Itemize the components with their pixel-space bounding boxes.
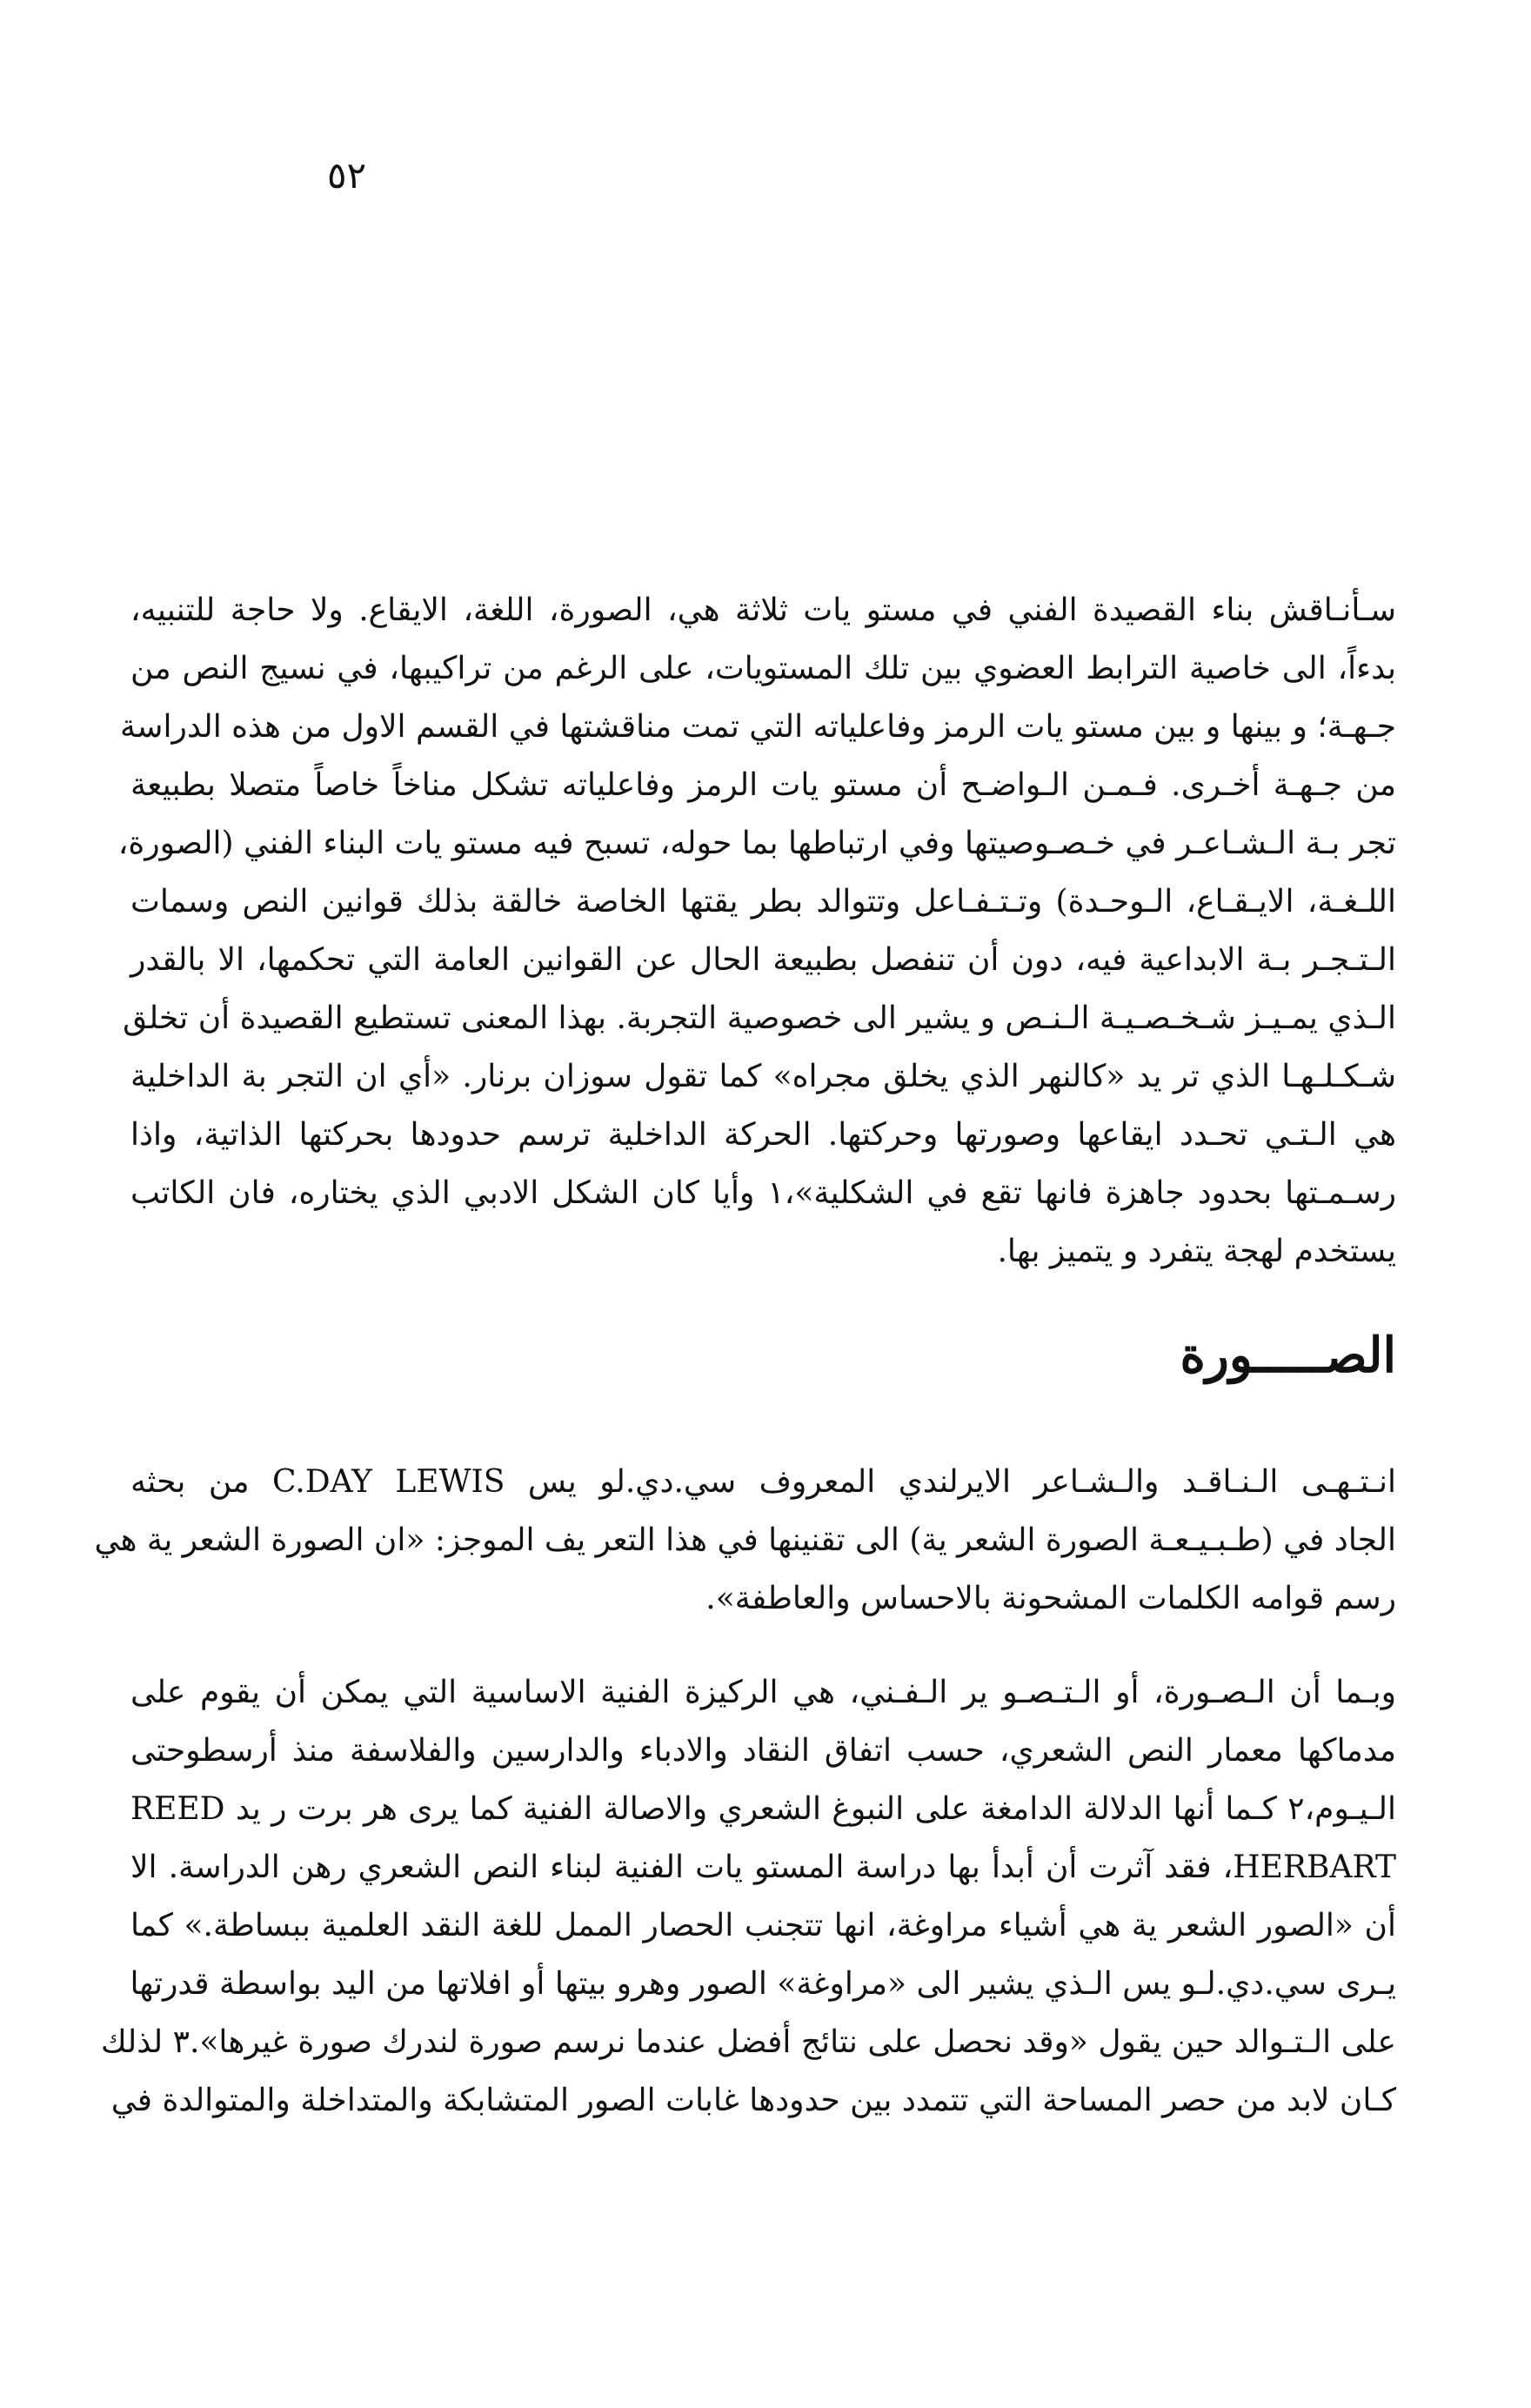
text-line: اللـغـة، الايـقـاع، الـوحـدة) وتـتـفـاعل وتتوالد بطر يقتها الخاصة خالقة بذلك قوانين النص وسمات — [130, 884, 1396, 920]
text-line: على الـتـوالد حين يقول «وقد نحصل على نتائج أفضل عندما نرسم صورة لندرك صورة غيرها».٣ لذلك — [100, 2024, 1396, 2060]
section-paragraph-2 — [100, 1663, 1396, 2130]
text-line: رسـمـتها بحدود جاهزة فانها تقع في الشكلية»،١ وأيا كان الشكل الادبي الذي يختاره، فان الكاتب — [130, 1175, 1396, 1211]
text-line: كـان لابد من حصر المساحة التي تتمدد بين حدودها غابات الصور المتشابكة والمتداخلة والمتوالدة في — [110, 2083, 1396, 2118]
text-line: الجاد في (طـبـيـعـة الصورة الشعر ية) الى تقنينها في هذا التعر يف الموجز: «ان الصورة الشعر ية هي — [94, 1522, 1396, 1558]
text-line: الـيـوم،٢ كـما أنها الدلالة الدامغة على النبوغ الشعري والاصالة الفنية كما يرى هر برت ر يد REED — [130, 1791, 1396, 1827]
text-line: مدماكها معمار النص الشعري، حسب اتفاق النقاد والادباء والدارسين والفلاسفة منذ أرسطوحتى — [130, 1733, 1396, 1769]
text-line: الـتـجـر بـة الابداعية فيه، دون أن تنفصل بطبيعة الحال عن القوانين العامة التي تحكمها، الا بالقدر — [130, 942, 1396, 978]
page-number: ٥٢ — [327, 154, 367, 197]
text-line: من جـهـة أخـرى. فـمـن الـواضـح أن مستو يات الرمز وفاعلياته تشكل مناخاً خاصاً متصلا بطبيعة — [130, 767, 1396, 803]
section-heading: الصـــــورة — [1180, 1327, 1396, 1384]
text-line: سـأنـاقش بناء القصيدة الفني في مستو يات ثلاثة هي، الصورة، اللغة، الايقاع. ولا حاجة للتنبيه، — [130, 592, 1396, 628]
text-line: رسم قوامه الكلمات المشحونة بالاحساس والعاطفة». — [705, 1581, 1396, 1616]
text-line: الـذي يمـيـز شـخـصـيـة الـنـص و يشير الى خصوصية التجربة. بهذا المعنى تستطيع القصيدة أن تخلق — [123, 1000, 1396, 1036]
text-line: انـتـهـى الـنـاقـد والـشـاعر الايرلندي المعروف سي.دي.لو يس C.DAY LEWIS من بحثه — [130, 1464, 1396, 1500]
intro-paragraph — [117, 581, 1396, 1281]
section-paragraph-1 — [94, 1453, 1396, 1628]
text-line: جـهـة؛ و بينها و بين مستو يات الرمز وفاعلياته التي تمت مناقشتها في القسم الاول من هذه الدراسة — [120, 709, 1396, 745]
text-line: يستخدم لهجة يتفرد و يتميز بها. — [997, 1234, 1396, 1269]
text-line: شـكـلـهـا الذي تر يد «كالنهر الذي يخلق مجراه» كما تقول سوزان برنار. «أي ان التجر بة الداخلية — [130, 1059, 1396, 1094]
text-line: يـرى سي.دي.لـو يس الـذي يشير الى «مراوغة» الصور وهرو بيتها أو افلاتها من اليد بواسطة قدرتها — [130, 1966, 1396, 2002]
text-line: بدءاً، الى خاصية الترابط العضوي بين تلك المستويات، على الرغم من تراكيبها، في نسيج النص من — [130, 651, 1396, 686]
text-line: أن «الصور الشعر ية هي أشياء مراوغة، انها تتجنب الحصار الممل للغة النقد العلمية ببساطة.» كما — [130, 1908, 1396, 1943]
text-line: هي الـتـي تحـدد ايقاعها وصورتها وحركتها. الحركة الداخلية ترسم حدودها بحركتها الذاتية، واذا — [130, 1117, 1396, 1153]
text-line: تجر بـة الـشـاعـر في خـصـوصيتها وفي ارتباطها بما حوله، تسبح فيه مستو يات البناء الفني (الصورة، — [117, 826, 1396, 861]
text-line: HERBART، فقد آثرت أن أبدأ بها دراسة المستو يات الفنية لبناء النص الشعري رهن الدراسة. الا — [130, 1849, 1396, 1885]
text-line: وبـما أن الـصـورة، أو الـتـصـو ير الـفـني، هي الركيزة الفنية الاساسية التي يمكن أن يقوم على — [130, 1675, 1396, 1710]
